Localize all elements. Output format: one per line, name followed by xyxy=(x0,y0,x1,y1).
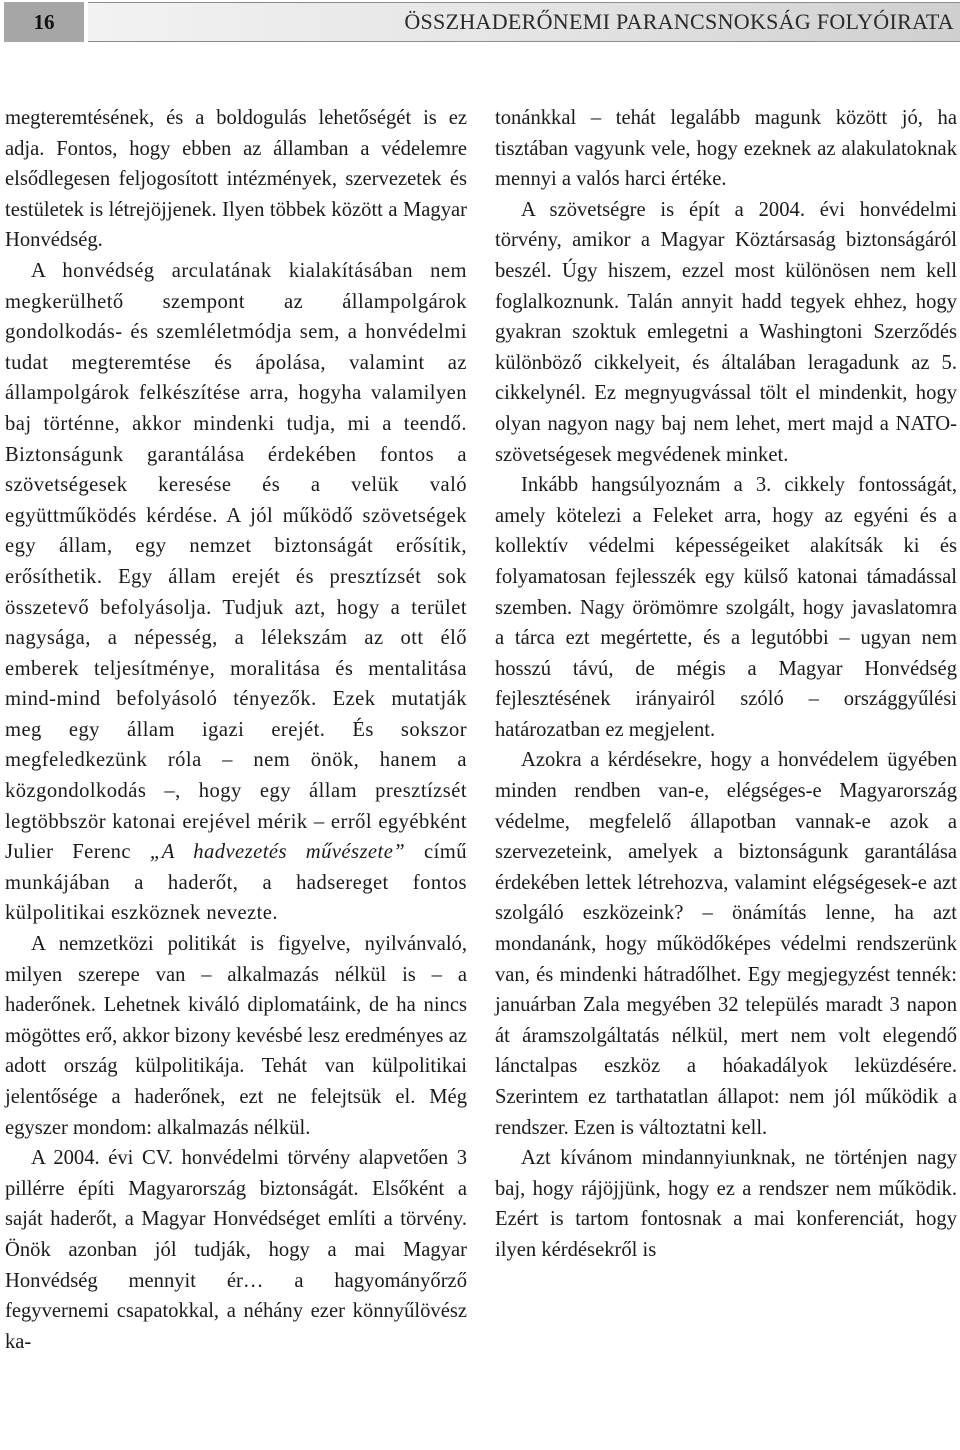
journal-title: ÖSSZHADERŐNEMI PARANCSNOKSÁG FOLYÓIRATA xyxy=(404,9,954,34)
page-header xyxy=(0,0,960,44)
book-title: „A hadvezetés művészete” xyxy=(149,841,406,864)
paragraph: Azokra a kérdésekre, hogy a honvédelem ügyében minden rendben van-e, elégséges-e Magyarország védelme, megfelelő állapotban vannak-e azok a szervezeteink, amelyek a biztonságunk garantálása érdekében lettek létrehozva, valamint elégségesek-e azt szolgáló eszközeink? – önámítás lenne, ha azt mondanánk, hogy működőképes védelmi rendszerünk van, és mindenki hátradőlhet. Egy megjegyzést tennék: januárban Zala megyében 32 település maradt 3 napon át áramszolgáltatás nélkül, mert nem volt elegendő lánctalpas eszköz a hóakadályok leküzdésére. Szerintem ez tarthatatlan állapot: nem jól működik a rendszer. Ezen is változtatni kell. xyxy=(495,749,957,1139)
right-column xyxy=(495,103,957,1266)
header-bar xyxy=(88,2,960,42)
paragraph xyxy=(5,256,467,929)
paragraph: Azt kívánom mindannyiunknak, ne történjen nagy baj, hogy rájöjjünk, hogy ez a rendszer nem működik. Ezért is tartom fontosnak a mai konferenciát, hogy ilyen kérdésekről is xyxy=(495,1147,957,1261)
paragraph-text: című munkájában a haderőt, a hadsereget fontos külpolitikai eszköznek nevezte. xyxy=(5,841,467,925)
paragraph: tonánkkal – tehát legalább magunk között jó, ha tisztában vagyunk vele, hogy ezeknek az alakulatoknak mennyi a valós harci értéke. xyxy=(495,107,957,191)
paragraph: Inkább hangsúlyoznám a 3. cikkely fontosságát, amely kötelezi a Feleket arra, hogy az egyéni és a kollektív védelmi képességeiket alakítsák ki és folyamatosan fejlesszék egy külső katonai támadással szemben. Nagy örömömre szolgált, hogy javaslatomra a tárca ezt megértette, és a legutóbbi – ugyan nem hosszú távú, de mégis a Magyar Honvédség fejlesztésének irányairól szóló – országgyűlési határozatban ez megjelent. xyxy=(495,474,957,741)
paragraph: A 2004. évi CV. honvédelmi törvény alapvetően 3 pillérre építi Magyarország biztonságát. Elsőként a saját haderőt, a Magyar Honvédséget említi a törvény. Önök azonban jól tudják, hogy a mai Magyar Honvédség mennyit ér… a hagyományőrző fegyvernemi csapatokkal, a néhány ezer könnyűlövész ka- xyxy=(5,1147,467,1353)
left-column xyxy=(5,103,467,1357)
page-number: 16 xyxy=(4,2,84,42)
paragraph-text: A honvédség arculatának kialakításában nem megkerülhető szempont az állampolgárok gondolkodás- és szemléletmódja sem, a honvédelmi tudat megteremtése és ápolása, valamint az állampolgárok felkészítése arra, hogyha valamilyen baj történne, akkor mindenki tudja, mi a teendő. Biztonságunk garantálása érdekében fontos a szövetségesek keresése és a velük való együttműködés kérdése. A jól működő szövetségek egy állam, egy nemzet biztonságát erősítik, erősíthetik. Egy állam erejét és presztízsét sok összetevő befolyásolja. Tudjuk azt, hogy a terület nagysága, a népesség, a lélekszám az ott élő emberek teljesítménye, moralitása és mentalitása mind-mind befolyásoló tényezők. Ezek mutatják meg egy állam igazi erejét. És sokszor megfeledkezünk róla – nem önök, hanem a közgondolkodás –, hogy egy állam presztízsét legtöbbször katonai erejével mérik – erről egyébként Julier Ferenc xyxy=(5,259,467,864)
paragraph: A nemzetközi politikát is figyelve, nyilvánvaló, milyen szerepe van – alkalmazás nélkül is – a haderőnek. Lehetnek kiváló diplomatáink, de ha nincs mögöttes erő, akkor bizony kevésbé lesz eredményes az adott ország külpolitikája. Tehát van külpolitikai jelentősége a haderőnek, ezt ne felejtsük el. Még egyszer mondom: alkalmazás nélkül. xyxy=(5,933,467,1139)
paragraph: A szövetségre is épít a 2004. évi honvédelmi törvény, amikor a Magyar Köztársaság biztonságáról beszél. Úgy hiszem, ezzel most különösen nem kell foglalkoznunk. Talán annyit hadd tegyek ehhez, hogy gyakran szoktuk emlegetni a Washingtoni Szerződés különböző cikkelyeit, és általában leragadunk az 5. cikkelynél. Ez megnyugvással tölt el mindenkit, hogy olyan nagyon nagy baj nem lehet, mert majd a NATO-szövetségesek megvédenek minket. xyxy=(495,198,957,466)
paragraph: megteremtésének, és a boldogulás lehetőségét is ez adja. Fontos, hogy ebben az államban a védelemre elsődlegesen feljogosított intézmények, szervezetek és testületek is létrejöjjenek. Ilyen többek között a Magyar Honvédség. xyxy=(5,107,467,252)
